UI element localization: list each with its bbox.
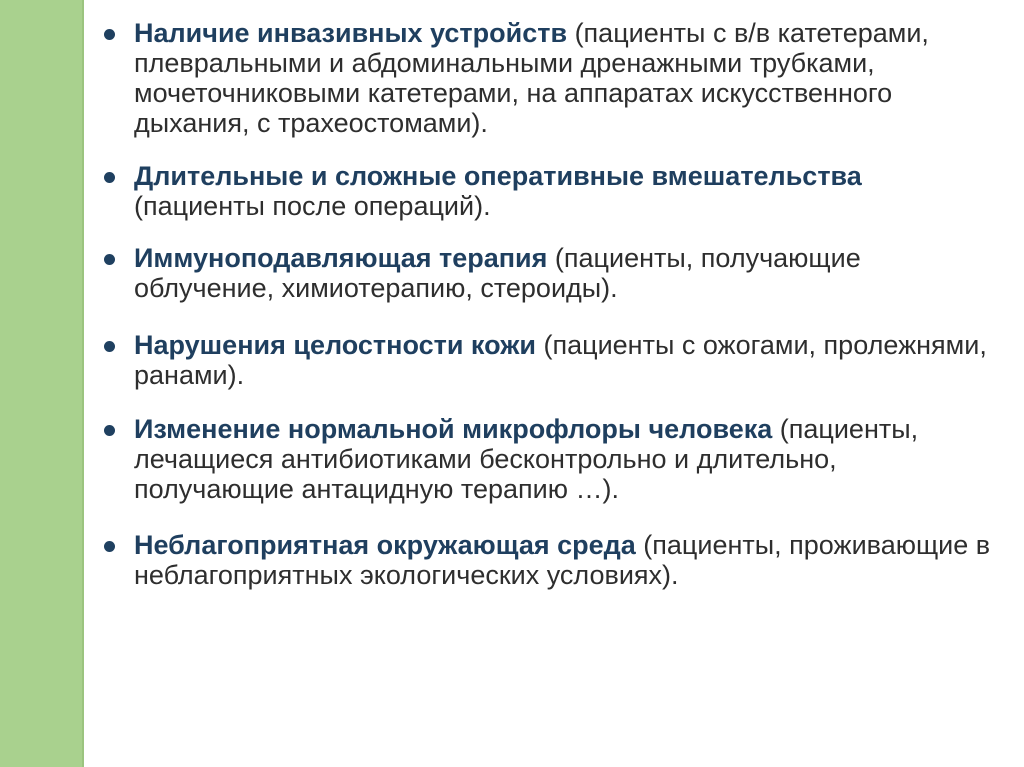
bullet-icon (104, 254, 115, 265)
bullet-icon (104, 425, 115, 436)
list-item (96, 243, 996, 303)
left-sidebar-decoration (0, 0, 82, 767)
item-description: (пациенты с ожогами, пролежнями, ранами). (134, 330, 987, 390)
list-item (96, 330, 996, 390)
item-description: (пациенты после операций). (134, 191, 491, 221)
item-heading: Наличие инвазивных устройств (134, 18, 568, 48)
item-heading: Иммуноподавляющая терапия (134, 243, 548, 273)
bullet-icon (104, 29, 115, 40)
list-item (96, 414, 996, 504)
bullet-icon (104, 172, 115, 183)
bullet-list (96, 18, 996, 590)
item-heading: Неблагоприятная окружающая среда (134, 530, 636, 560)
item-description: (пациенты, проживающие в неблагоприятных экологических условиях). (134, 530, 991, 590)
item-description: (пациенты, получающие облучение, химиотерапию, стероиды). (134, 243, 861, 303)
sidebar-divider (82, 0, 84, 767)
item-heading: Длительные и сложные оперативные вмешательства (134, 161, 862, 191)
list-item (96, 161, 996, 221)
item-heading: Нарушения целостности кожи (134, 330, 536, 360)
bullet-icon (104, 541, 115, 552)
item-description: (пациенты с в/в катетерами, плевральными и абдоминальными дренажными трубками, мочеточниковыми катетерами, на аппаратах искусственного дыхания, с трахеостомами). (134, 18, 929, 138)
list-item (96, 530, 996, 590)
item-description: (пациенты, лечащиеся антибиотиками бесконтрольно и длительно, получающие антацидную терапию …). (134, 414, 919, 504)
list-item (96, 18, 996, 138)
item-heading: Изменение нормальной микрофлоры человека (134, 414, 773, 444)
bullet-icon (104, 341, 115, 352)
